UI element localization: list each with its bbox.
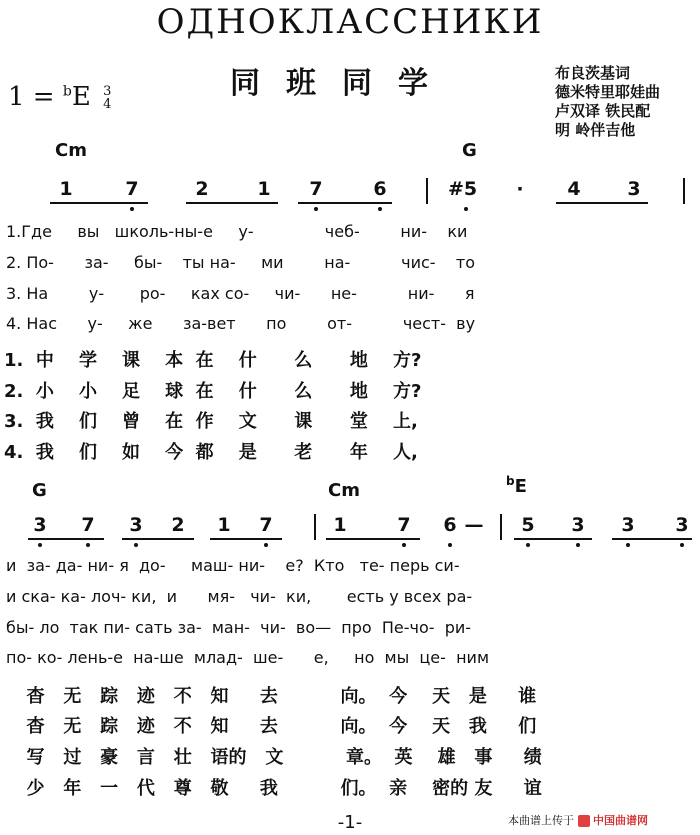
barline	[683, 178, 685, 204]
note: 1	[257, 178, 271, 200]
note: 7	[397, 514, 411, 536]
octave-dot	[86, 543, 90, 547]
key-prefix: 1 =	[8, 82, 63, 112]
key-signature	[8, 82, 111, 112]
lyric-zh-verse-4: 4. 我 们 如 今 都 是 老 年 人,	[4, 442, 418, 463]
octave-dot	[576, 543, 580, 547]
note: 7	[81, 514, 95, 536]
key-note: E	[71, 82, 91, 112]
time-denominator: 4	[103, 97, 112, 112]
note: #5	[448, 178, 478, 200]
chord-eb-note: E	[514, 476, 527, 497]
octave-dot	[130, 207, 134, 211]
octave-dot	[38, 543, 42, 547]
octave-dot	[402, 543, 406, 547]
octave-dot	[526, 543, 530, 547]
chord-cm: Cm	[55, 140, 87, 161]
note: 6	[443, 514, 457, 536]
time-numerator: 3	[103, 84, 112, 99]
time-signature	[103, 85, 111, 111]
note: 3	[571, 514, 585, 536]
lyric-ru-verse-4: по- ко- лень-е на-ше млад- ше- е, но мы це- ним	[6, 648, 490, 667]
octave-dot	[378, 207, 382, 211]
barline	[314, 514, 316, 540]
lyric-ru-verse-4: 4. Нас у- же за-вет по от- чест- ву	[6, 314, 476, 333]
lyric-ru-verse-3: бы- ло так пи- сать за- ман- чи- во— про Пе-чо- ри-	[6, 618, 472, 637]
beam	[50, 202, 148, 204]
beam	[612, 538, 692, 540]
note: 5	[521, 514, 535, 536]
beam	[514, 538, 592, 540]
octave-dot	[134, 543, 138, 547]
lyric-ru-verse-1: 1.Где вы школь-ны-е у- чеб- ни- ки	[6, 222, 468, 241]
lyric-ru-verse-2: и ска- ка- лоч- ки, и мя- чи- ки, есть у всех ра-	[6, 587, 473, 606]
lyric-zh-verse-4: 少 年 一 代 尊 敬 我 们。 亲 密的 友 谊	[14, 778, 542, 799]
octave-dot	[464, 207, 468, 211]
note: 2	[195, 178, 209, 200]
beam	[298, 202, 392, 204]
note: 7	[125, 178, 139, 200]
beam	[28, 538, 104, 540]
octave-dot	[626, 543, 630, 547]
chord-eb	[506, 474, 527, 497]
octave-dot	[264, 543, 268, 547]
note: 3	[621, 514, 635, 536]
credit-translators: 卢双译 铁民配	[555, 102, 651, 120]
lyric-ru-verse-1: и за- да- ни- я до- маш- ни- е? Кто те- перь си-	[6, 556, 460, 575]
beam	[210, 538, 282, 540]
barline	[500, 514, 502, 540]
note: 3	[129, 514, 143, 536]
note: 7	[259, 514, 273, 536]
barline	[426, 178, 428, 204]
credit-composer: 德米特里耶娃曲	[555, 83, 661, 101]
lyric-zh-verse-1: 杳 无 踪 迹 不 知 去 向。 今 天 是 谁	[14, 686, 537, 707]
note: 7	[309, 178, 323, 200]
note: 3	[627, 178, 641, 200]
chord-g: G	[462, 140, 477, 161]
note: 1	[59, 178, 73, 200]
note: 4	[567, 178, 581, 200]
note-dash: —	[464, 514, 484, 536]
credit-guitar: 明 岭伴吉他	[555, 121, 636, 139]
beam	[122, 538, 194, 540]
note: ·	[516, 178, 524, 200]
chord-g: G	[32, 480, 47, 501]
lyric-zh-verse-3: 写 过 豪 言 壮 语的 文 章。 英 雄 事 绩	[14, 747, 542, 768]
upload-text: 本曲谱上传于	[508, 814, 574, 827]
octave-dot	[680, 543, 684, 547]
octave-dot	[448, 543, 452, 547]
note: 3	[33, 514, 47, 536]
site-name[interactable]: 中国曲谱网	[593, 814, 648, 827]
lyric-zh-verse-1: 1. 中 学 课 本 在 什 么 地 方?	[4, 350, 422, 371]
note: 3	[675, 514, 689, 536]
page-number: -1-	[337, 812, 363, 833]
beam	[326, 538, 420, 540]
lyric-zh-verse-2: 2. 小 小 足 球 在 什 么 地 方?	[4, 381, 422, 402]
credits	[555, 64, 660, 140]
song-title-chinese: 同班同学	[230, 66, 454, 101]
note: 1	[333, 514, 347, 536]
lyric-ru-verse-2: 2. По- за- бы- ты на- ми на- чис- то	[6, 253, 476, 272]
lyric-zh-verse-3: 3. 我 们 曾 在 作 文 课 堂 上,	[4, 411, 418, 432]
site-logo-icon	[578, 815, 590, 827]
note: 1	[217, 514, 231, 536]
credit-lyricist: 布良茨基词	[555, 64, 631, 82]
lyric-ru-verse-3: 3. На у- ро- ках со- чи- не- ни- я	[6, 284, 475, 303]
key-flat: b	[62, 83, 72, 100]
lyric-zh-verse-2: 杳 无 踪 迹 不 知 去 向。 今 天 我 们	[14, 716, 537, 737]
octave-dot	[314, 207, 318, 211]
chord-flat: b	[506, 474, 515, 488]
note: 6	[373, 178, 387, 200]
chord-cm: Cm	[328, 480, 360, 501]
song-title-russian: ОДНОКЛАССНИКИ	[156, 2, 544, 42]
beam	[186, 202, 278, 204]
beam	[556, 202, 648, 204]
upload-footer	[508, 812, 648, 828]
note: 2	[171, 514, 185, 536]
